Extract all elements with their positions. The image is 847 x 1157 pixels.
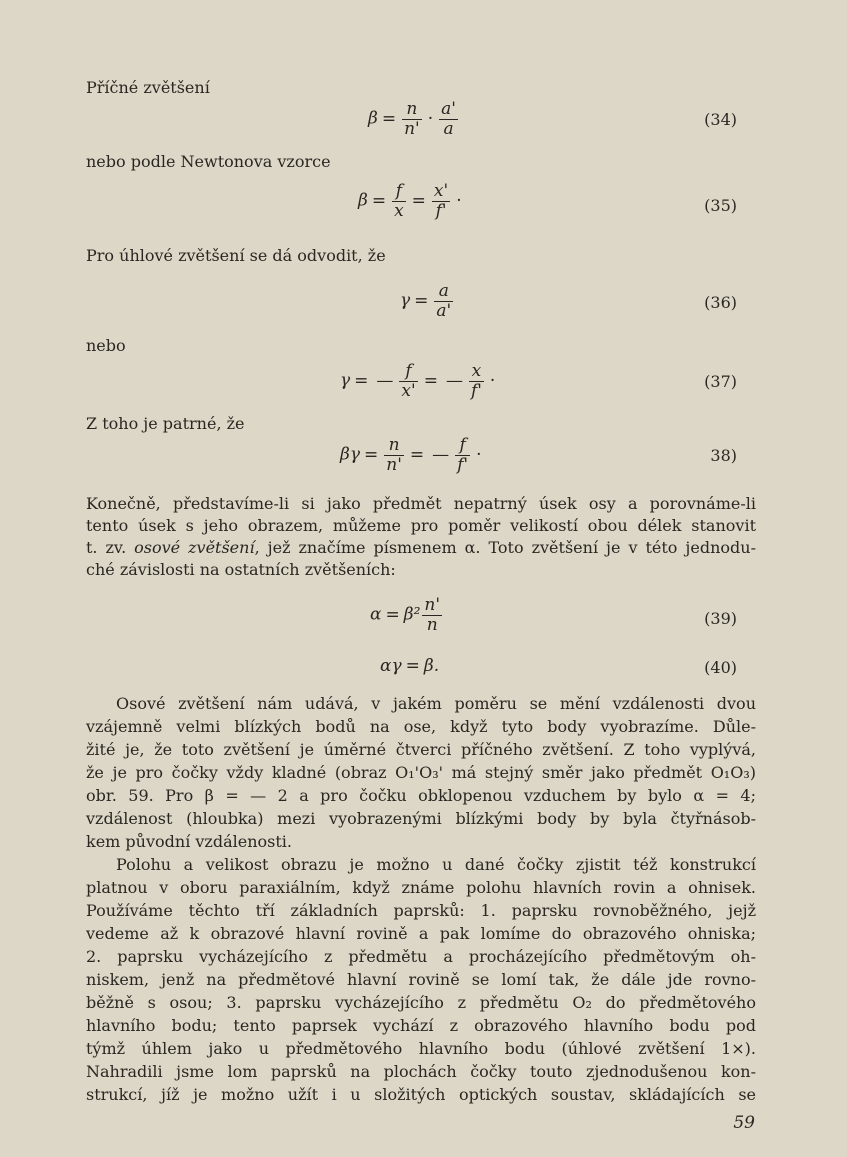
text-line: Osové zvětšení nám udává, v jakém poměru se mění vzdálenosti dvou	[116, 694, 756, 713]
text-line: strukcí, jíž je možno užít i u složitých optických soustav, skládajících se	[86, 1085, 756, 1104]
eq-symbol: =	[364, 444, 379, 465]
eq-symbol: =	[381, 108, 397, 129]
equation-40	[380, 656, 439, 676]
fraction	[422, 596, 442, 634]
text-line: obr. 59. Pro β = — 2 a pro čočku obklopenou vzduchem by bylo α = 4;	[86, 786, 756, 805]
eq-symbol: =	[405, 656, 420, 676]
text-span: , jež značíme písmenem α. Toto zvětšení je v této jednodu-	[254, 538, 756, 557]
equation-36	[400, 282, 455, 320]
fraction	[399, 362, 417, 400]
eq-symbol: β²	[403, 604, 421, 625]
text-line: kem původní vzdálenosti.	[86, 832, 293, 851]
text-line: žité je, že toto zvětšení je úměrné čtverci příčného zvětšení. Z toho vyplývá,	[86, 740, 756, 759]
eq-symbol: α	[380, 656, 392, 676]
text-line: Polohu a velikost obrazu je možno u dané čočky zjistit též konstrukcí	[116, 855, 756, 874]
denominator: f'	[457, 454, 469, 475]
eq-symbol: —	[376, 370, 394, 391]
eq-symbol: β	[358, 190, 368, 211]
denominator: x'	[401, 380, 416, 401]
eq-symbol: ·	[456, 190, 462, 211]
fraction	[455, 436, 470, 474]
numerator: a	[434, 282, 453, 302]
numerator: a'	[441, 99, 456, 119]
text-line: Z toho je patrné, že	[86, 414, 245, 433]
equation-39	[370, 596, 444, 634]
eq-symbol: β	[423, 656, 434, 676]
numerator: f	[399, 362, 417, 382]
denominator: x	[394, 200, 404, 221]
text-line: Příčné zvětšení	[86, 78, 210, 97]
text-line: Používáme těchto tří základních paprsků: 1. paprsku rovnoběžného, jejž	[86, 901, 756, 920]
eq-symbol: .	[433, 656, 440, 676]
eq-symbol: ·	[476, 444, 482, 465]
numerator: n'	[424, 595, 441, 615]
text-line: Pro úhlové zvětšení se dá odvodit, že	[86, 246, 386, 265]
text-line	[86, 538, 756, 557]
eq-symbol: —	[432, 444, 450, 465]
eq-symbol: γ	[340, 370, 351, 391]
denominator: n	[426, 614, 438, 635]
equation-37	[340, 362, 499, 400]
eq-symbol: =	[371, 190, 387, 211]
equation-38	[340, 436, 486, 474]
text-line: vzdálenost (hloubka) mezi vyobrazenými blízkými body by byla čtyřnásob-	[86, 809, 756, 828]
numerator: f	[392, 182, 406, 202]
equation-number: (39)	[704, 609, 737, 628]
equation-number: (40)	[704, 658, 737, 677]
equation-number: (37)	[704, 372, 737, 391]
eq-symbol: =	[385, 604, 400, 625]
fraction	[469, 362, 484, 400]
denominator: f'	[435, 200, 447, 221]
eq-symbol: γ	[400, 290, 411, 311]
text-line: tento úsek s jeho obrazem, můžeme pro poměr velikostí obou délek stanovit	[86, 516, 756, 535]
text-line: niskem, jenž na předmětové hlavní rovině se lomí tak, že dále jde rovno-	[86, 970, 756, 989]
text-line: ché závislosti na ostatních zvětšeních:	[86, 560, 396, 579]
equation-number: 38)	[710, 446, 737, 465]
denominator: a'	[436, 300, 452, 321]
eq-symbol: =	[411, 190, 426, 211]
equation-number: (35)	[704, 196, 737, 215]
fraction	[439, 100, 458, 138]
text-line: Konečně, představíme-li si jako předmět nepatrný úsek osy a porovnáme-li	[86, 494, 756, 513]
equation-number: (36)	[704, 293, 737, 312]
eq-symbol: ·	[427, 108, 434, 129]
equation-34	[368, 100, 460, 138]
text-line: že je pro čočky vždy kladné (obraz O₁'O₃' má stejný směr jako předmět O₁O₃)	[86, 763, 756, 782]
page-number: 59	[733, 1113, 755, 1133]
numerator: n	[402, 100, 422, 120]
eq-symbol: =	[414, 290, 429, 311]
equation-35	[358, 182, 466, 220]
text-line: nebo	[86, 336, 126, 355]
numerator: x'	[433, 181, 449, 201]
text-line: běžně s osou; 3. paprsku vycházejícího z předmětu O₂ do předmětového	[86, 993, 756, 1012]
text-line: Nahradili jsme lom paprsků na plochách čočky touto zjednodušenou kon-	[86, 1062, 756, 1081]
numerator: x	[469, 362, 484, 382]
term-emphasis: osové zvětšení	[134, 538, 255, 557]
eq-symbol: =	[409, 444, 425, 465]
text-line: vedeme až k obrazové hlavní rovině a pak lomíme do obrazového ohniska;	[86, 924, 756, 943]
fraction	[384, 436, 404, 474]
fraction	[432, 182, 450, 220]
eq-symbol: α	[370, 604, 382, 625]
numerator: f	[455, 436, 470, 456]
text-line: platnou v oboru paraxiálním, když známe polohu hlavních rovin a ohnisek.	[86, 878, 756, 897]
equation-number: (34)	[704, 110, 737, 129]
eq-symbol: γ	[349, 444, 360, 465]
fraction	[392, 182, 406, 220]
text-span: t. zv.	[86, 538, 135, 557]
eq-symbol: β	[340, 444, 350, 465]
text-line: hlavního bodu; tento paprsek vychází z obrazového hlavního bodu pod	[86, 1016, 756, 1035]
denominator: n'	[404, 118, 420, 139]
denominator: f'	[470, 380, 482, 401]
denominator: a	[443, 118, 454, 139]
fraction	[434, 282, 453, 320]
eq-symbol: —	[445, 370, 463, 391]
fraction	[402, 100, 422, 138]
eq-symbol: =	[354, 370, 369, 391]
numerator: n	[384, 436, 404, 456]
eq-symbol: β	[368, 108, 378, 129]
eq-symbol: γ	[391, 656, 402, 676]
eq-symbol: =	[423, 370, 438, 391]
eq-symbol: ·	[489, 370, 496, 391]
text-line: vzájemně velmi blízkých bodů na ose, když tyto body vyobrazíme. Důle-	[86, 717, 756, 736]
text-line: nebo podle Newtonova vzorce	[86, 152, 331, 171]
denominator: n'	[386, 454, 402, 475]
text-line: 2. paprsku vycházejícího z předmětu a procházejícího předmětovým oh-	[86, 947, 756, 966]
text-line: týmž úhlem jako u předmětového hlavního bodu (úhlové zvětšení 1×).	[86, 1039, 756, 1058]
